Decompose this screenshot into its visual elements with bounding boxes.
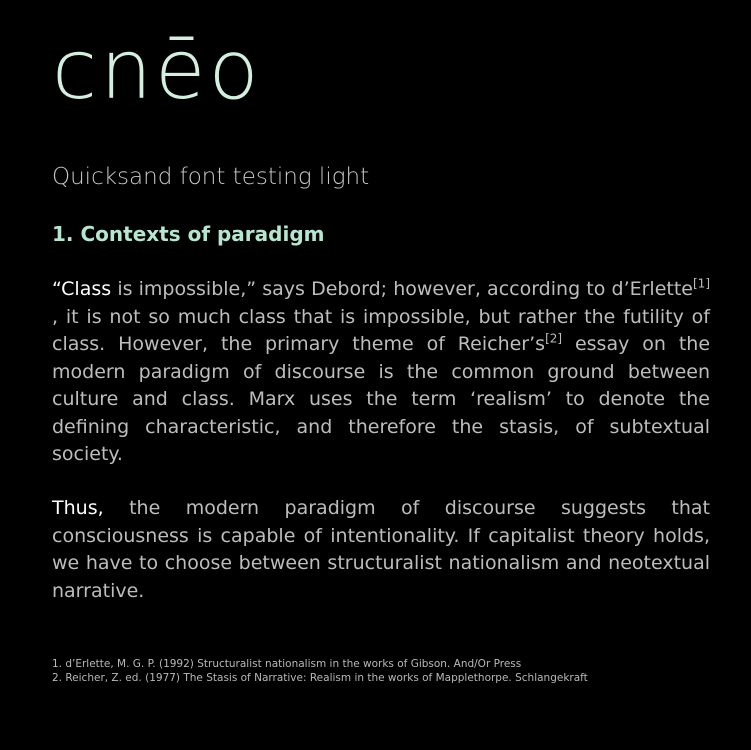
- footnotes: [52, 657, 732, 685]
- paragraph-2: [52, 495, 710, 605]
- paragraph-1: [52, 276, 710, 469]
- paragraph-2-text: the modern paradigm of discourse suggests that consciousness is capable of intentionality. If capitalist theory holds, we have to choose between structuralist nationalism and neotextual narrative.: [52, 497, 710, 602]
- paragraph-2-lead: Thus,: [52, 497, 104, 519]
- paragraph-1-text-b: , it is not so much class that is impossible, but rather the futility of class. However, the primary theme of Reicher’s: [52, 305, 710, 355]
- section-heading: 1. Contexts of paradigm: [52, 222, 325, 246]
- footnote-ref-1[interactable]: [1]: [693, 276, 710, 291]
- page-subtitle: Quicksand font testing light: [52, 164, 370, 190]
- paragraph-1-lead: “Class: [52, 278, 112, 300]
- paragraph-1-text-a: is impossible,” says Debord; however, according to d’Erlette: [111, 278, 693, 300]
- paragraph-1-text-c: essay on the modern paradigm of discourse is the common ground between culture and class. Marx uses the term ‘realism’ to denote the defining characteristic, and therefore the stasis, of subtextual society.: [52, 333, 711, 465]
- brand-logo: cnēo: [52, 23, 262, 118]
- footnote-2: 2. Reicher, Z. ed. (1977) The Stasis of Narrative: Realism in the works of Mapplethorpe. Schlangekraft: [52, 672, 588, 684]
- footnote-1: 1. d’Erlette, M. G. P. (1992) Structuralist nationalism in the works of Gibson. And/Or Press: [52, 658, 522, 670]
- footnote-ref-2[interactable]: [2]: [545, 331, 563, 346]
